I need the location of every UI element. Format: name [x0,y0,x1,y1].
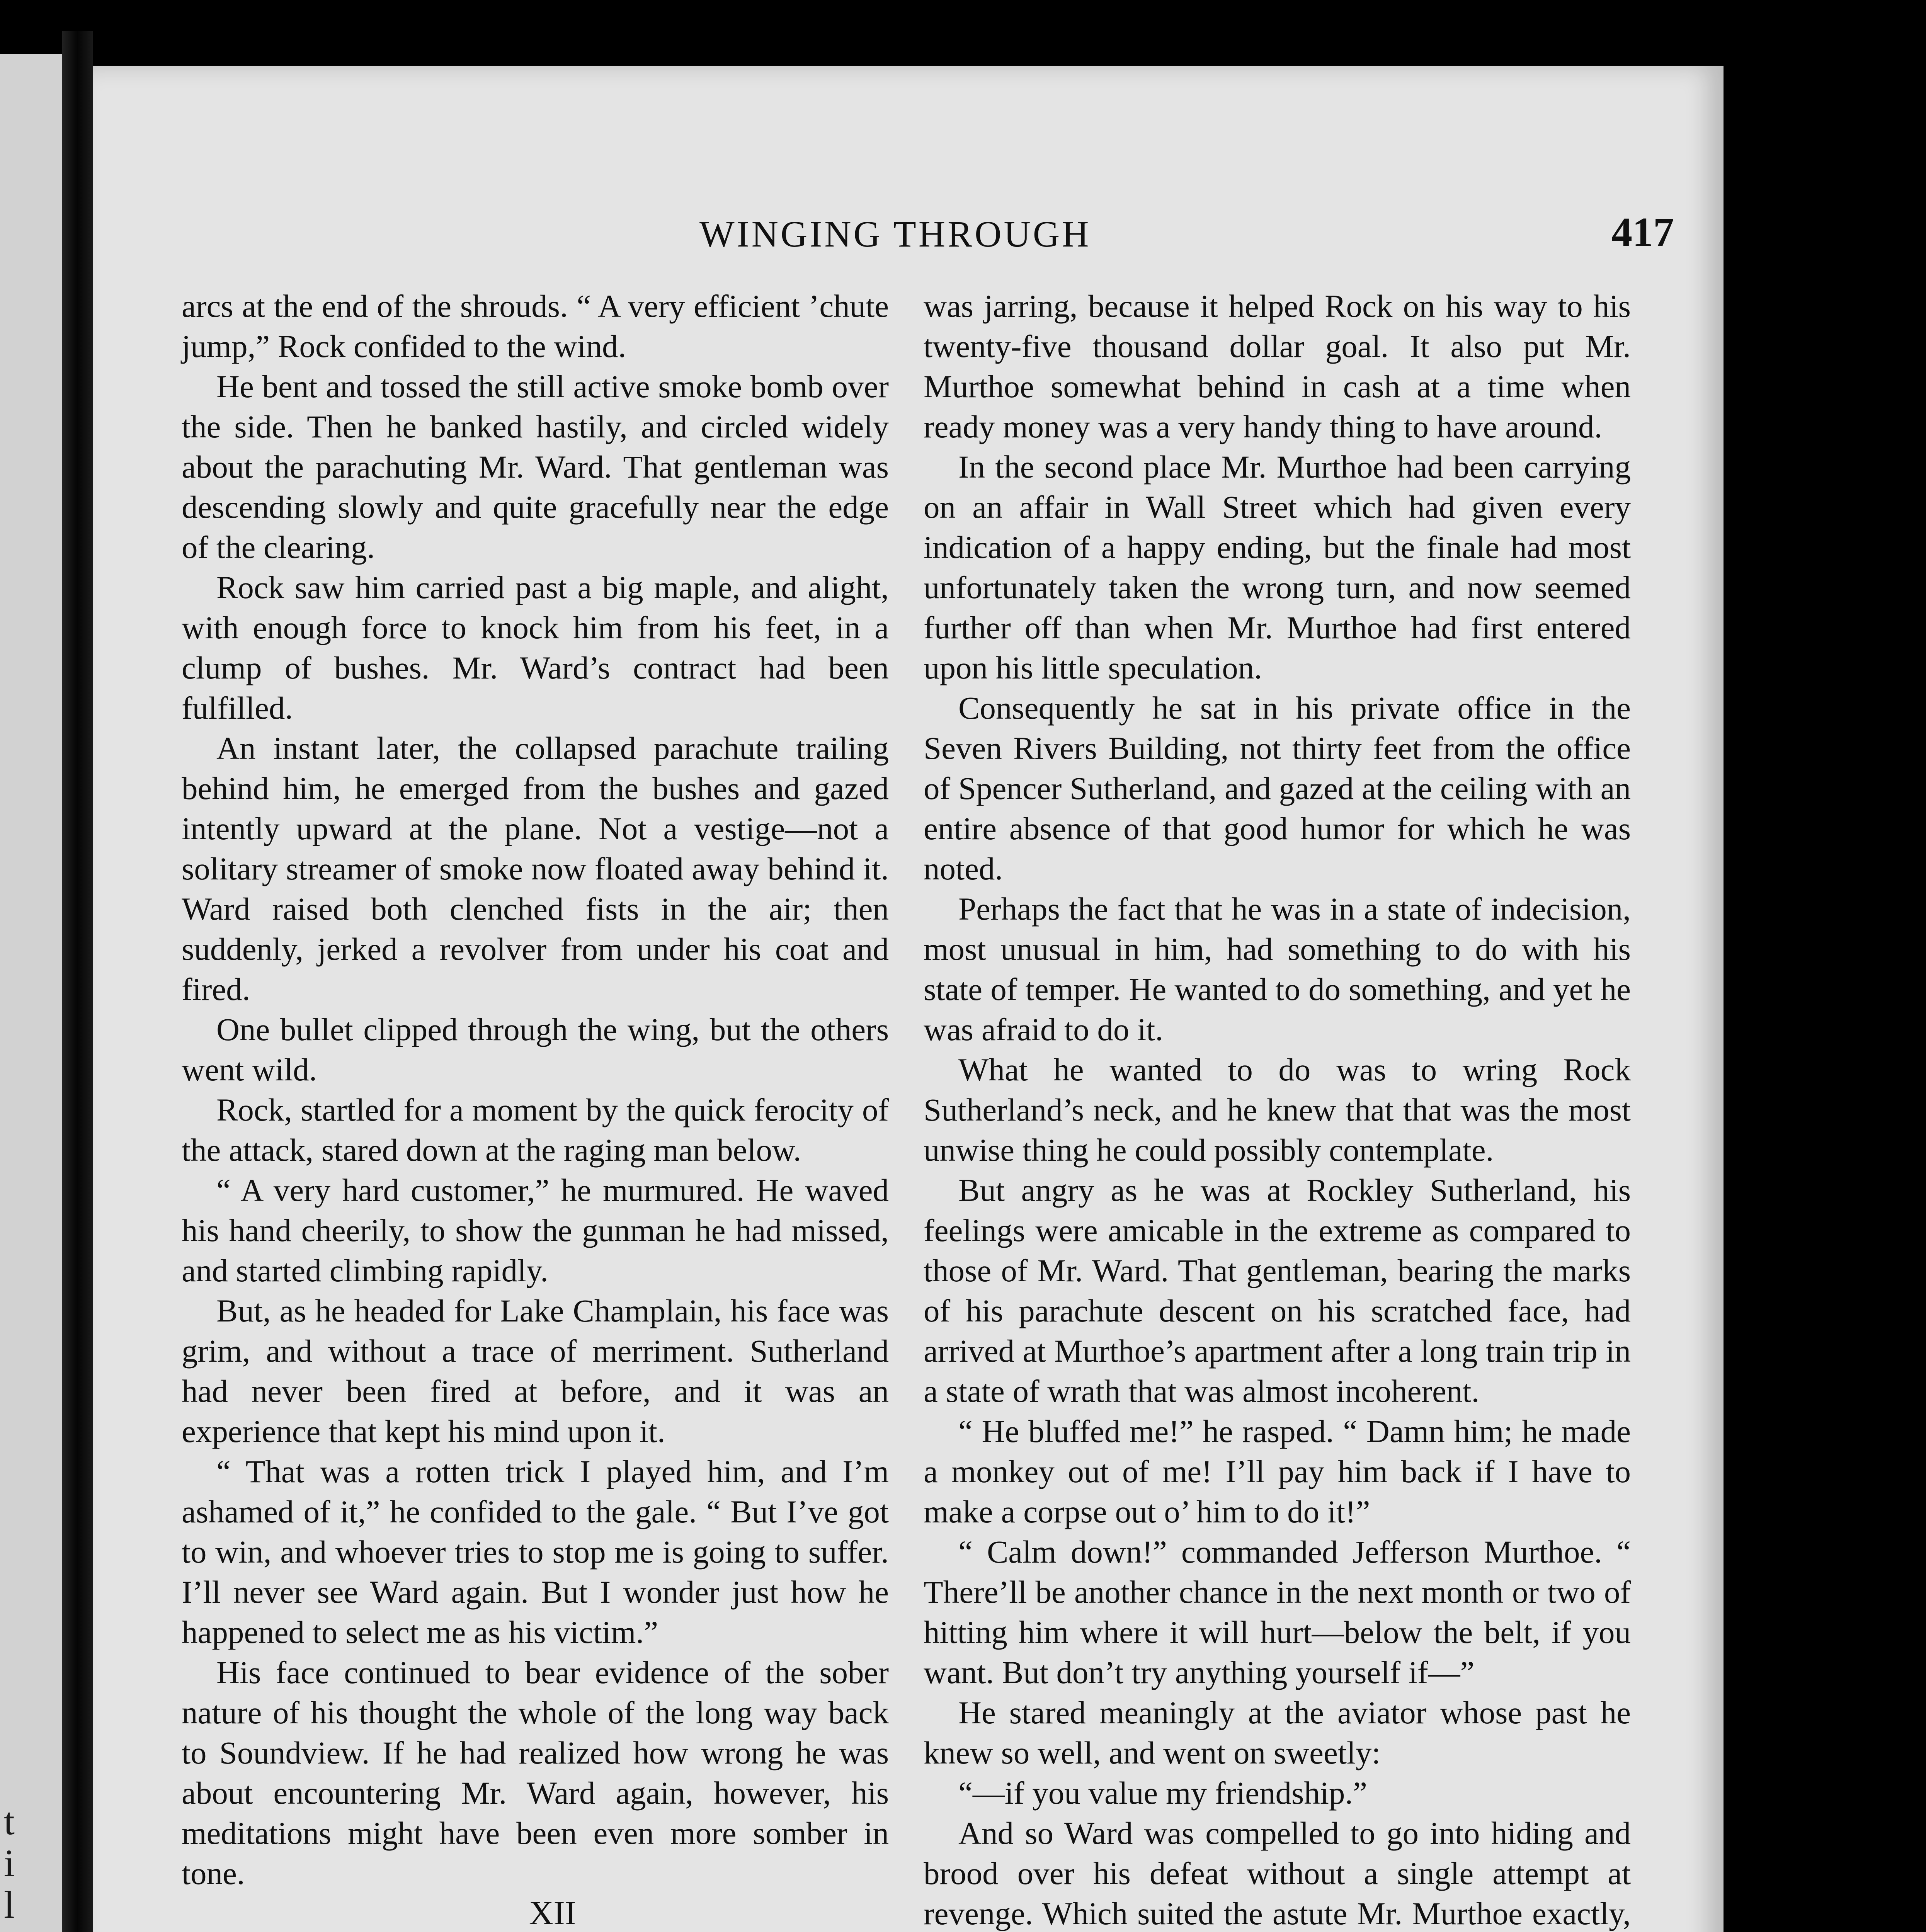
paragraph: His face continued to bear evidence of the sober nature of his thought the whole of the long way back to Soundview. If he had realized how wrong he was about encountering Mr. Ward again, however, his meditations might have been even more somber in tone. [182,1655,889,1891]
paragraph: Consequently he sat in his private office in the Seven Rivers Building, not thirty feet from the office of Spencer Sutherland, and gazed at the ceiling with an entire absence of that good humor for which he was noted. [924,690,1631,886]
paragraph: “ He bluffed me!” he rasped. “ Damn him; he made a monkey out of me! I’ll pay him back if I have to make a corpse out o’ him to do it!” [924,1413,1631,1529]
paragraph: arcs at the end of the shrouds. “ A very efficient ’chute jump,” Rock confided to the wind. [182,288,889,364]
paragraph: What he wanted to do was to wring Rock Sutherland’s neck, and he knew that that was the most unwise thing he could possibly contemplate. [924,1052,1631,1168]
paragraph: In the second place Mr. Murthoe had been carrying on an affair in Wall Street which had given every indication of a happy ending, but the finale had most unfortunately taken the wrong turn, and now seemed further off than when Mr. Murthoe had first entered upon his little speculation. [924,449,1631,685]
facing-page-fragment: i [4,1842,15,1884]
paragraph: “—if you value my friendship.” [958,1775,1367,1811]
paragraph: Perhaps the fact that he was in a state of indecision, most unusual in him, had something to do with his state of temper. He wanted to do something, and yet he was afraid to do it. [924,891,1631,1047]
facing-page-strip [0,54,62,1932]
book-page [93,66,1724,1932]
paragraph-continuation: was jarring, because it helped Rock on his way to his twenty-five thousand dollar goal. It also put Mr. Murthoe somewhat behind in cash at a time when ready money was a very handy thing to have around. [924,288,1631,444]
paragraph: Rock saw him carried past a big maple, and alight, with enough force to knock him from his feet, in a clump of bushes. Mr. Ward’s contract had been fulfilled. [182,570,889,726]
paragraph: But, as he headed for Lake Champlain, his face was grim, and without a trace of merriment. Sutherland had never been fired at before, and it was an experience that kept his mind upon it. [182,1293,889,1449]
paragraph: Rock, startled for a moment by the quick ferocity of the attack, stared down at the raging man below. [182,1092,889,1168]
left-column [182,286,889,1932]
facing-page-fragment: t [4,1800,15,1843]
right-column [924,286,1631,1932]
chapter-heading: XII [529,1895,577,1932]
running-head: WINGING THROUGH [699,213,1091,255]
paragraph: “ A very hard customer,” he murmured. He waved his hand cheerily, to show the gunman he had missed, and started climbing rapidly. [182,1172,889,1288]
facing-page-fragments [4,1801,58,1932]
paragraph: He bent and tossed the still active smoke bomb over the side. Then he banked hastily, and circled widely about the parachuting Mr. Ward. That gentleman was descending slowly and quite gracefully near the edge of the clearing. [182,369,889,565]
paragraph: But angry as he was at Rockley Sutherland, his feelings were amicable in the extreme as compared to those of Mr. Ward. That gentleman, bearing the marks of his parachute descent on his scratched face, had arrived at Murthoe’s apartment after a long train trip in a state of wrath that was almost incoherent. [924,1172,1631,1409]
paragraph: “ That was a rotten trick I played him, and I’m ashamed of it,” he confided to the gale. “ But I’ve got to win, and whoever tries to stop me is going to suffer. I’ll never see Ward again. But I wonder just how he happened to select me as his victim.” [182,1454,889,1650]
book-gutter [62,31,93,1932]
paragraph: He stared meaningly at the aviator whose past he knew so well, and went on sweetly: [924,1695,1631,1770]
paragraph: “ Calm down!” commanded Jefferson Murthoe. “ There’ll be another chance in the next month or two of hitting him where it will hurt—below the belt, if you want. But don’t try anything yourself if—” [924,1534,1631,1690]
paragraph: An instant later, the collapsed parachute trailing behind him, he emerged from the bushes and gazed intently upward at the plane. Not a vestige—not a solitary streamer of smoke now floated away behind it. Ward raised both clenched fists in the air; then suddenly, jerked a revolver from under his coat and fired. [182,730,889,1007]
facing-page-fragment: l [4,1883,15,1926]
paragraph: And so Ward was compelled to go into hiding and brood over his defeat without a single attempt at revenge. Which suited the astute Mr. Murthoe exactly, [924,1815,1631,1931]
page-number: 417 [1611,209,1674,255]
paragraph: One bullet clipped through the wing, but the others went wild. [182,1012,889,1087]
facing-page-fragment [4,1926,58,1932]
